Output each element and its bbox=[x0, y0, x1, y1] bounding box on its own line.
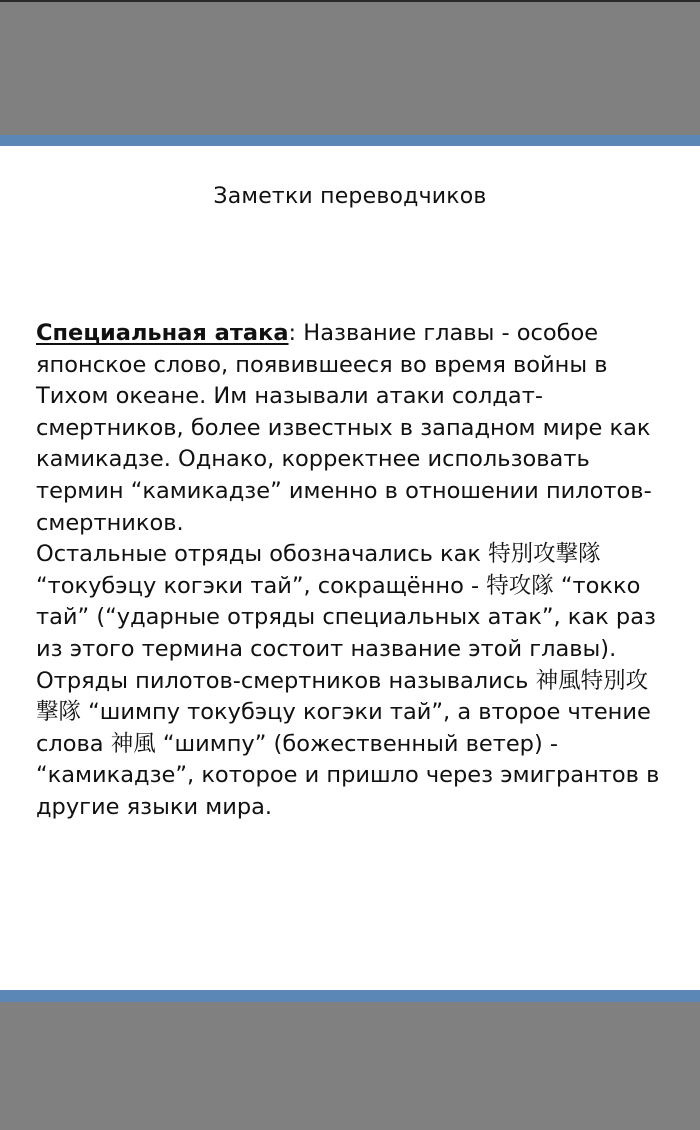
translator-notes-page bbox=[0, 146, 700, 990]
page-title: Заметки переводчиков bbox=[213, 184, 487, 209]
top-blue-stripe bbox=[0, 135, 700, 146]
note-paragraph-2: Остальные отряды обозначались как 特別攻撃隊 “токубэцу когэки тай”, сокращённо - 特攻隊 “токко тай” (“ударные отряды специальных атак”, как раз из этого термина состоит название этой главы). Отряды пилотов-смертников назывались 神風特別攻撃隊 “шимпу токубэцу когэки тай”, а второе чтение слова 神風 “шимпу” (божественный ветер) - “камикадзе”, которое и пришло через эмигрантов в другие языки мира. bbox=[36, 541, 660, 820]
bottom-blue-stripe bbox=[0, 990, 700, 1002]
note-term: Специальная атака bbox=[36, 320, 289, 346]
note-term-colon: : bbox=[288, 320, 297, 346]
note-paragraph-1 bbox=[36, 318, 661, 539]
note-text-1: Название главы - особое японское слово, появившееся во время войны в Тихом океане. Им называли атаки солдат-смертников, более известных в западном мире как камикадзе. Однако, корректнее использовать термин “камикадзе” именно в отношении пилотов-смертников. bbox=[36, 320, 652, 536]
top-gray-band bbox=[0, 2, 700, 135]
note-body bbox=[36, 318, 661, 824]
bottom-gray-band bbox=[0, 1002, 700, 1130]
